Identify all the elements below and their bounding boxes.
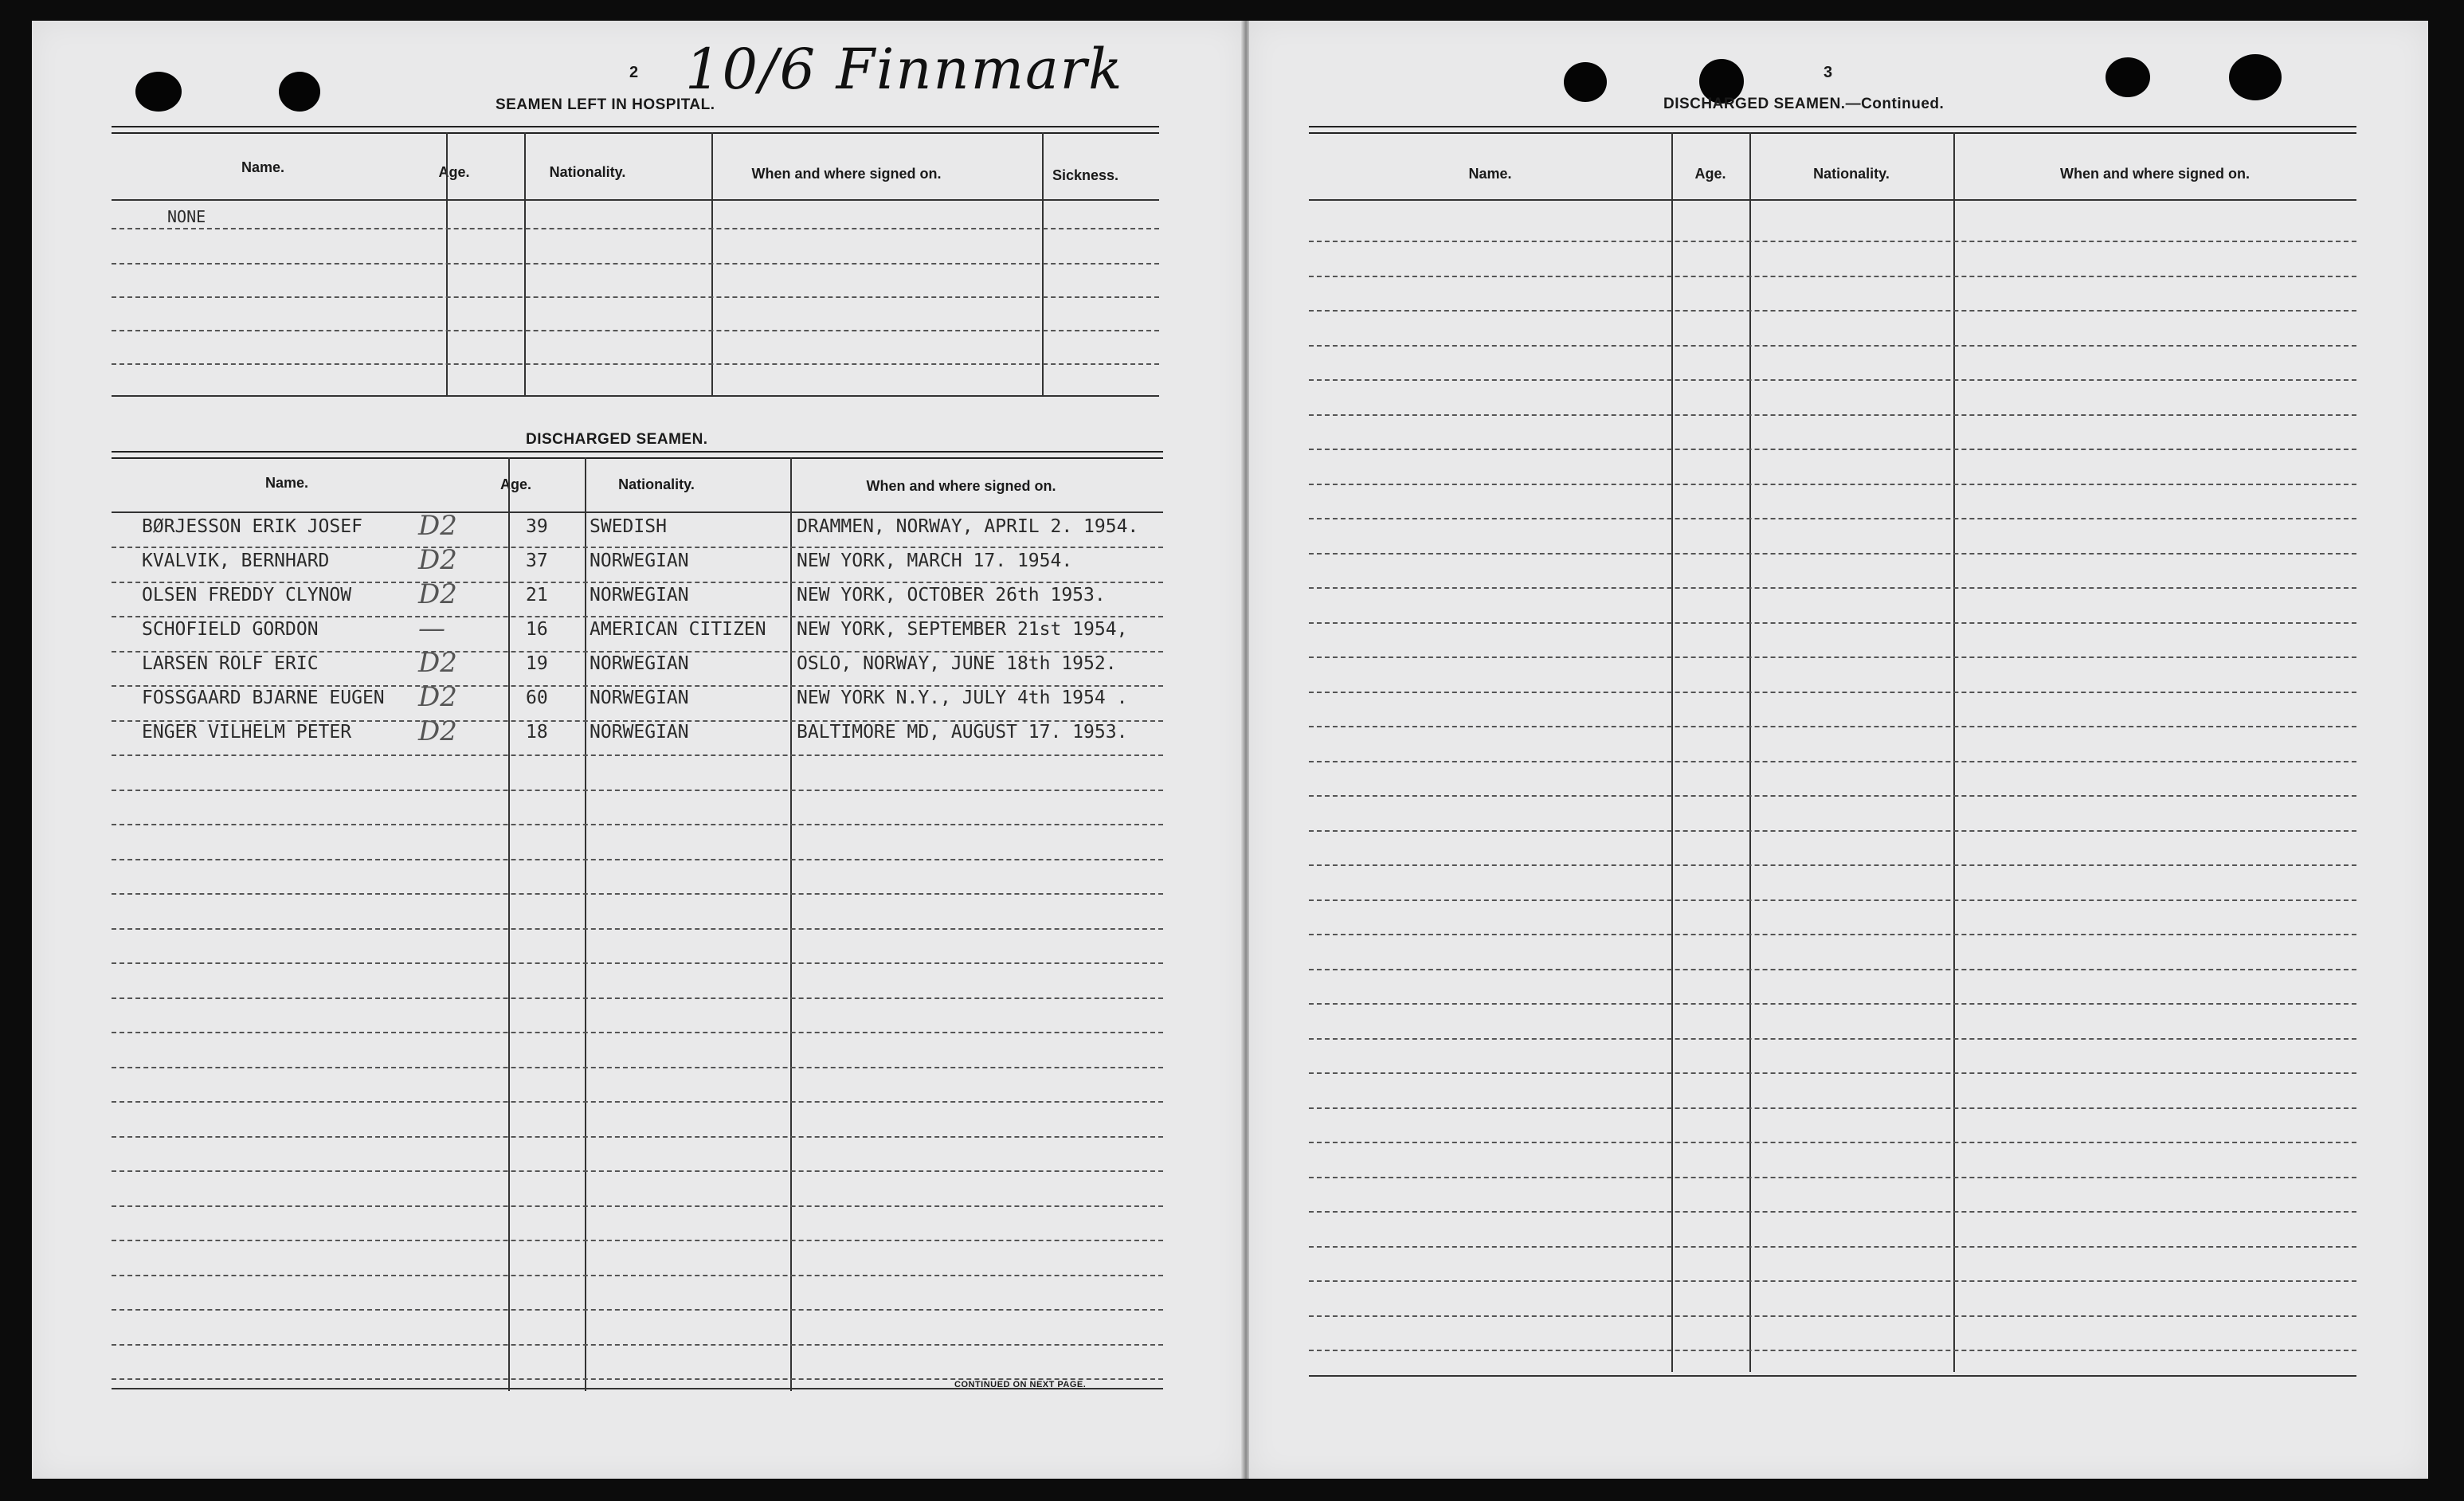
seaman-signed-on: NEW YORK, OCTOBER 26th 1953. bbox=[797, 585, 1106, 605]
col-signed-on: When and where signed on. bbox=[2059, 166, 2251, 182]
seaman-age: 37 bbox=[526, 551, 548, 571]
row-divider bbox=[1309, 553, 2356, 555]
row-divider bbox=[112, 1032, 1163, 1033]
col-name: Name. bbox=[241, 159, 285, 175]
col-name: Name. bbox=[264, 475, 309, 491]
row-divider bbox=[112, 1067, 1163, 1068]
discharge-mark: D2 bbox=[418, 544, 457, 576]
seaman-nationality: AMERICAN CITIZEN bbox=[590, 619, 766, 640]
row-divider bbox=[1309, 1003, 2356, 1005]
page-number: 2 bbox=[629, 64, 639, 81]
discharge-mark: D2 bbox=[418, 647, 457, 679]
row-divider bbox=[112, 1309, 1163, 1311]
seaman-age: 19 bbox=[526, 653, 548, 674]
row-divider bbox=[112, 582, 1163, 583]
col-age: Age. bbox=[499, 476, 531, 492]
row-divider bbox=[1309, 518, 2356, 519]
row-divider bbox=[1309, 1280, 2356, 1282]
row-divider bbox=[112, 1136, 1163, 1138]
row-divider bbox=[1309, 1350, 2356, 1351]
discharge-mark: — bbox=[418, 613, 445, 645]
seaman-signed-on: NEW YORK N.Y., JULY 4th 1954 . bbox=[797, 688, 1128, 708]
row-divider bbox=[1309, 1072, 2356, 1074]
seaman-age: 39 bbox=[526, 516, 548, 537]
seaman-nationality: NORWEGIAN bbox=[590, 551, 689, 571]
row-divider bbox=[1309, 726, 2356, 727]
row-divider bbox=[112, 1101, 1163, 1103]
row-divider bbox=[1309, 656, 2356, 658]
row-divider bbox=[1309, 241, 2356, 242]
col-name: Name. bbox=[1468, 166, 1512, 182]
row-divider bbox=[1309, 692, 2356, 693]
right-page bbox=[1249, 21, 2428, 1479]
row-divider bbox=[1309, 379, 2356, 381]
row-divider bbox=[1309, 276, 2356, 277]
row-divider bbox=[1309, 345, 2356, 347]
seaman-age: 21 bbox=[526, 585, 548, 605]
row-divider bbox=[1309, 1315, 2356, 1317]
continued-section-title: DISCHARGED SEAMEN.—Continued. bbox=[1663, 96, 1945, 112]
row-divider bbox=[112, 685, 1163, 687]
discharged-section-title: DISCHARGED SEAMEN. bbox=[526, 431, 708, 448]
row-divider bbox=[1309, 1142, 2356, 1143]
row-divider bbox=[112, 997, 1163, 999]
row-divider bbox=[112, 616, 1163, 617]
seaman-name: OLSEN FREDDY CLYNOW bbox=[142, 585, 352, 605]
row-divider bbox=[1309, 484, 2356, 485]
row-divider bbox=[1309, 1038, 2356, 1040]
seaman-age: 18 bbox=[526, 722, 548, 743]
col-age: Age. bbox=[1694, 166, 1726, 182]
row-divider bbox=[112, 1240, 1163, 1241]
seaman-nationality: NORWEGIAN bbox=[590, 688, 689, 708]
col-signed-on: When and where signed on. bbox=[751, 166, 942, 182]
seaman-name: SCHOFIELD GORDON bbox=[142, 619, 319, 640]
row-divider bbox=[112, 893, 1163, 895]
seaman-name: ENGER VILHELM PETER bbox=[142, 722, 352, 743]
seaman-nationality: NORWEGIAN bbox=[590, 653, 689, 674]
row-divider bbox=[1309, 414, 2356, 416]
row-divider bbox=[1309, 969, 2356, 970]
row-divider bbox=[112, 790, 1163, 791]
col-nationality: Nationality. bbox=[1813, 166, 1890, 182]
row-divider bbox=[1309, 587, 2356, 589]
row-divider bbox=[112, 1275, 1163, 1276]
continued-note: CONTINUED ON NEXT PAGE. bbox=[954, 1380, 1087, 1389]
row-divider bbox=[112, 1205, 1163, 1207]
col-sickness: Sickness. bbox=[1052, 167, 1119, 183]
row-divider bbox=[112, 928, 1163, 930]
row-divider bbox=[112, 754, 1163, 756]
seaman-nationality: NORWEGIAN bbox=[590, 722, 689, 743]
seaman-name: FOSSGAARD BJARNE EUGEN bbox=[142, 688, 385, 708]
seaman-age: 60 bbox=[526, 688, 548, 708]
punch-hole bbox=[279, 72, 320, 112]
seaman-signed-on: BALTIMORE MD, AUGUST 17. 1953. bbox=[797, 722, 1128, 743]
continued-table bbox=[1309, 126, 2356, 1378]
row-divider bbox=[112, 859, 1163, 860]
col-nationality: Nationality. bbox=[618, 476, 695, 492]
row-divider bbox=[1309, 1211, 2356, 1213]
row-divider bbox=[1309, 1177, 2356, 1178]
seaman-signed-on: OSLO, NORWAY, JUNE 18th 1952. bbox=[797, 653, 1117, 674]
left-page bbox=[32, 21, 1243, 1479]
row-divider bbox=[1309, 622, 2356, 624]
hospital-table bbox=[112, 126, 1159, 421]
row-divider bbox=[112, 962, 1163, 964]
hospital-section-title: SEAMEN LEFT IN HOSPITAL. bbox=[496, 96, 715, 113]
row-divider bbox=[112, 1170, 1163, 1172]
row-divider bbox=[1309, 899, 2356, 901]
seaman-signed-on: DRAMMEN, NORWAY, APRIL 2. 1954. bbox=[797, 516, 1139, 537]
seaman-signed-on: NEW YORK, MARCH 17. 1954. bbox=[797, 551, 1073, 571]
discharged-table bbox=[112, 451, 1163, 1391]
row-divider bbox=[1309, 761, 2356, 762]
row-divider bbox=[112, 720, 1163, 722]
row-divider bbox=[1309, 795, 2356, 797]
punch-hole bbox=[2106, 57, 2150, 97]
punch-hole bbox=[135, 72, 182, 112]
seaman-nationality: NORWEGIAN bbox=[590, 585, 689, 605]
row-divider bbox=[1309, 1107, 2356, 1109]
row-divider bbox=[112, 1344, 1163, 1346]
seaman-age: 16 bbox=[526, 619, 548, 640]
row-divider bbox=[1309, 934, 2356, 935]
discharge-mark: D2 bbox=[418, 681, 457, 713]
handwritten-ship-name: 10/6 Finnmark bbox=[685, 37, 1124, 102]
row-divider bbox=[1309, 310, 2356, 312]
page-number: 3 bbox=[1824, 64, 1833, 81]
col-nationality: Nationality. bbox=[549, 164, 626, 180]
seaman-signed-on: NEW YORK, SEPTEMBER 21st 1954, bbox=[797, 619, 1128, 640]
discharge-mark: D2 bbox=[418, 715, 457, 747]
row-divider bbox=[1309, 449, 2356, 450]
punch-hole bbox=[1564, 62, 1607, 102]
hospital-entry: NONE bbox=[167, 207, 206, 226]
seaman-name: BØRJESSON ERIK JOSEF bbox=[142, 516, 362, 537]
row-divider bbox=[1309, 1246, 2356, 1248]
row-divider bbox=[1309, 830, 2356, 832]
row-divider bbox=[112, 824, 1163, 825]
row-divider bbox=[112, 651, 1163, 653]
col-age: Age. bbox=[438, 164, 470, 180]
discharge-mark: D2 bbox=[418, 578, 457, 610]
seaman-name: KVALVIK, BERNHARD bbox=[142, 551, 330, 571]
seaman-nationality: SWEDISH bbox=[590, 516, 667, 537]
row-divider bbox=[1309, 864, 2356, 866]
punch-hole bbox=[2229, 54, 2282, 100]
col-signed-on: When and where signed on. bbox=[866, 478, 1056, 494]
row-divider bbox=[112, 547, 1163, 548]
seaman-name: LARSEN ROLF ERIC bbox=[142, 653, 319, 674]
discharge-mark: D2 bbox=[418, 510, 457, 542]
